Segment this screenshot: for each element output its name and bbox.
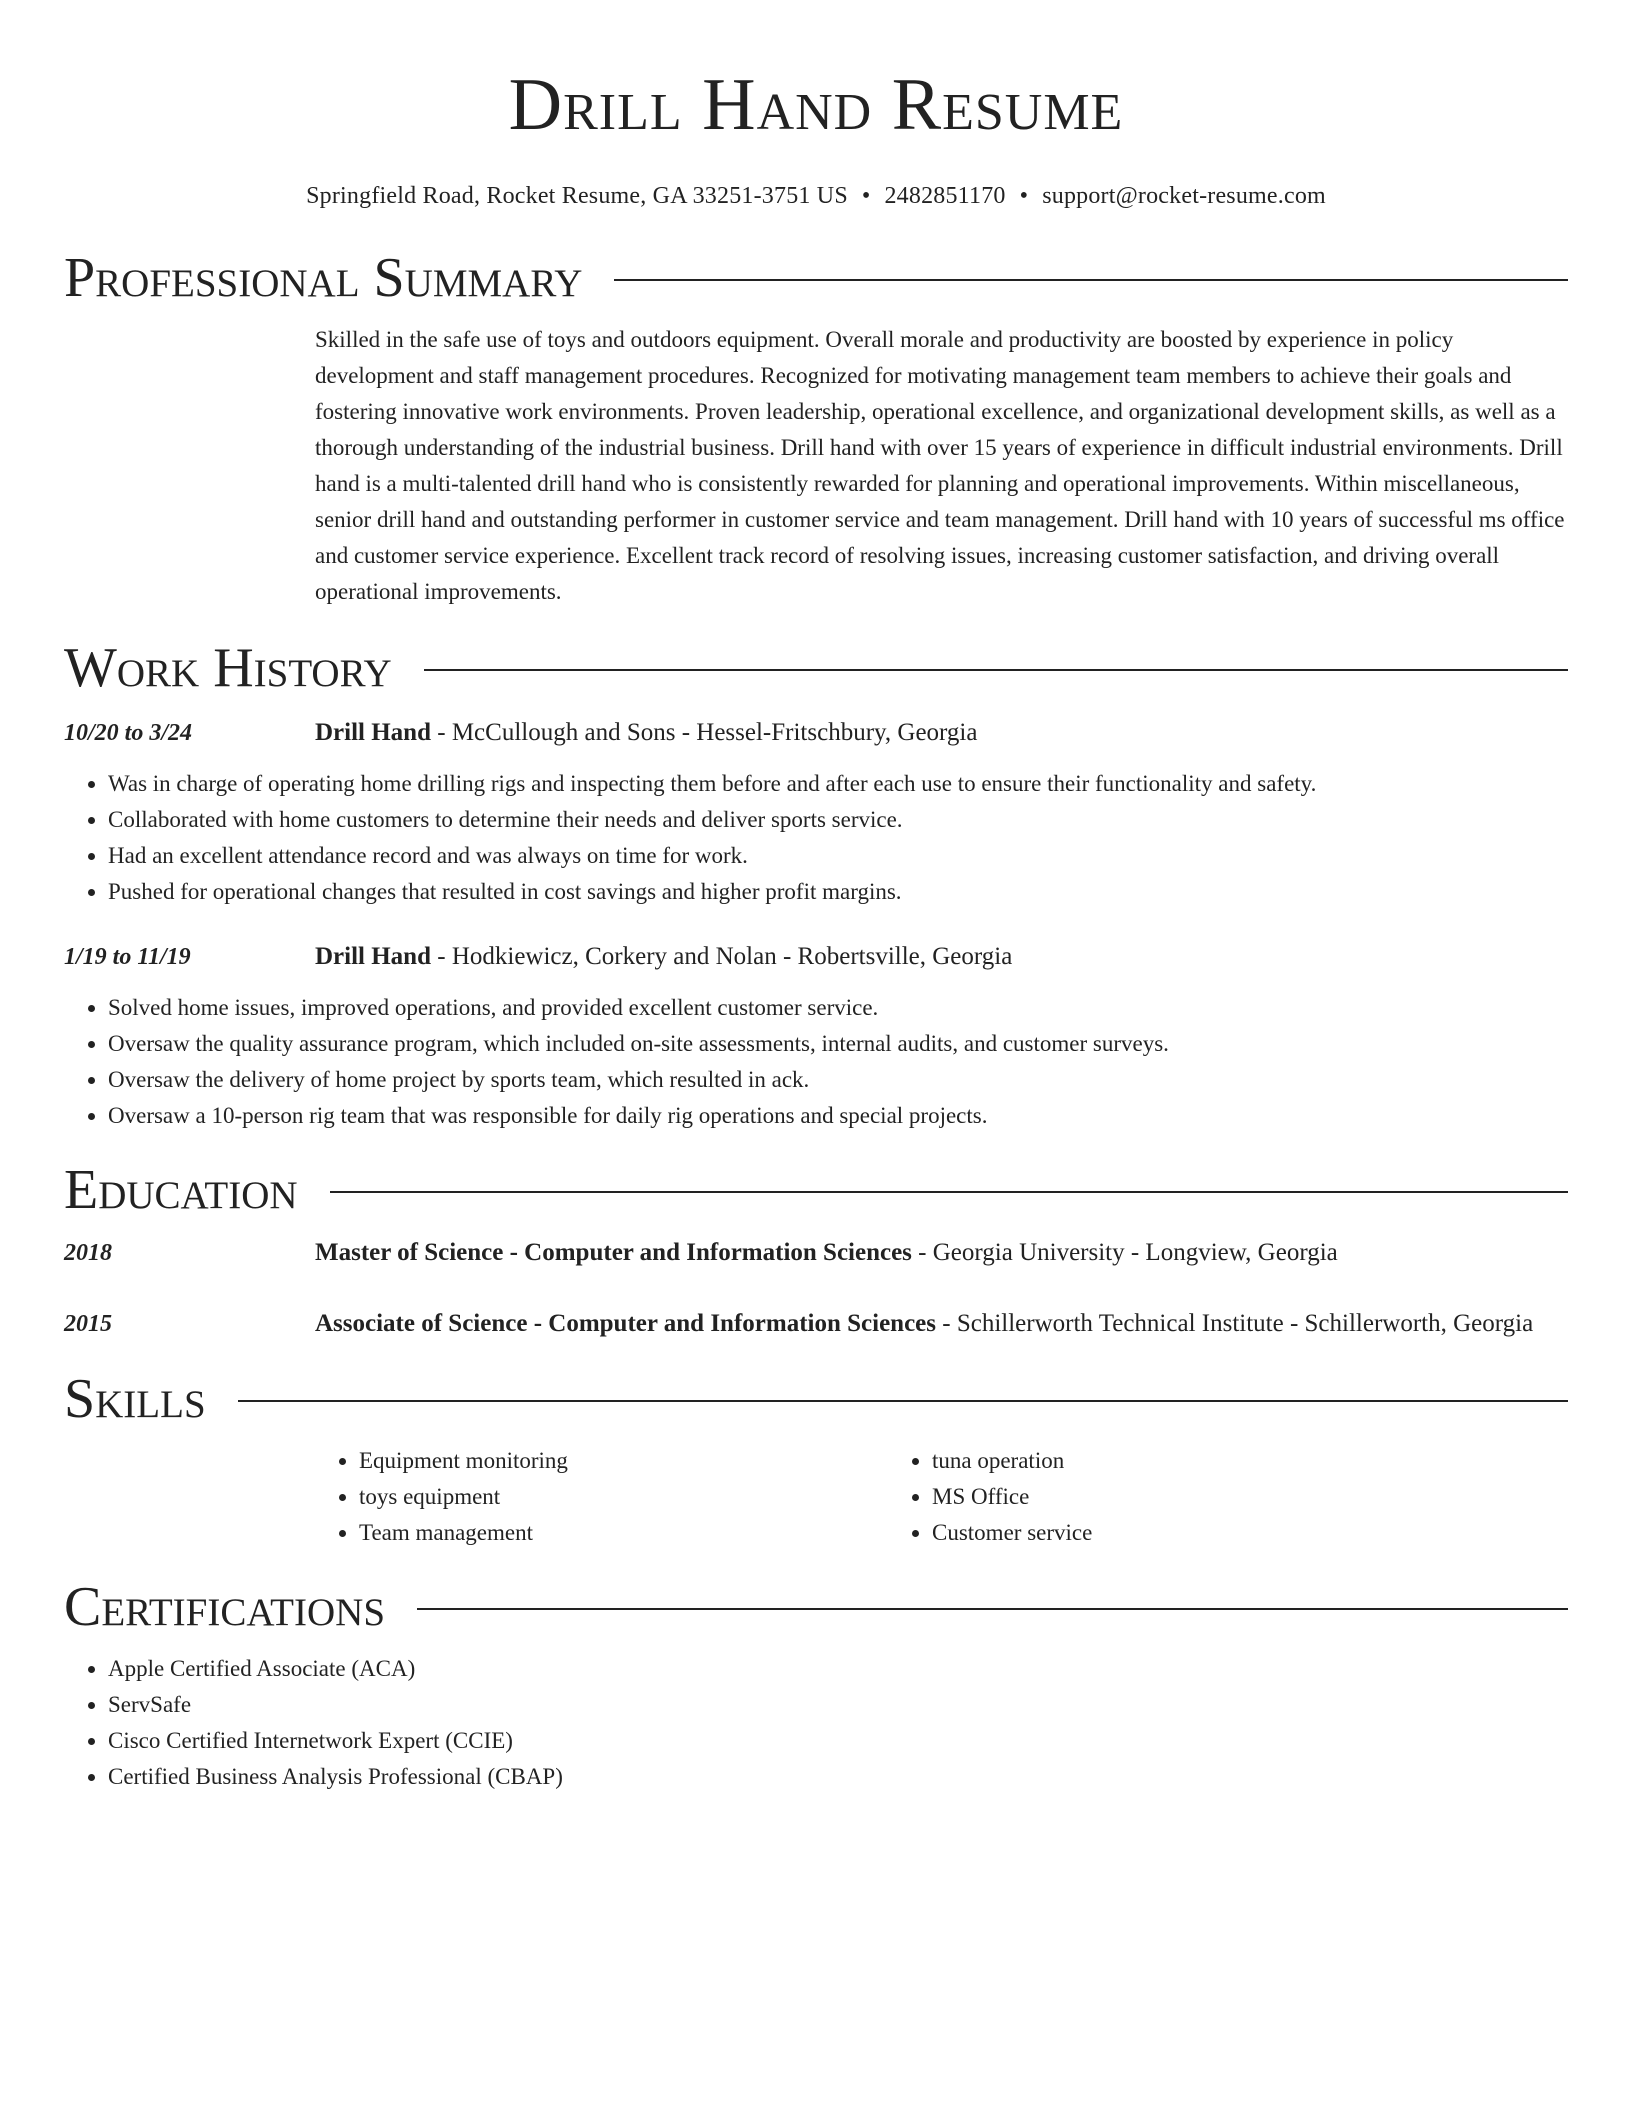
certifications-list <box>64 1651 1568 1795</box>
list-item: • ServSafe <box>108 1687 1568 1723</box>
work-entry <box>64 714 1568 910</box>
work-heading <box>315 714 977 752</box>
section-divider <box>238 1400 1568 1402</box>
contact-line <box>64 180 1568 212</box>
section-divider <box>424 669 1568 671</box>
list-item: • Collaborated with home customers to determine their needs and deliver sports service. <box>108 802 1568 838</box>
contact-address: Springfield Road, Rocket Resume, GA 33251-3751 US <box>306 183 848 209</box>
work-entry <box>64 938 1568 1134</box>
section-header-certifications <box>64 1575 1568 1639</box>
list-item: • Team management <box>359 1515 888 1551</box>
education-details: - Georgia University - Longview, Georgia <box>911 1239 1338 1266</box>
work-entry-header <box>64 938 1568 976</box>
list-item: • Apple Certified Associate (ACA) <box>108 1651 1568 1687</box>
degree: Associate of Science - Computer and Information Sciences <box>315 1310 936 1337</box>
list-item: • Cisco Certified Internetwork Expert (CCIE) <box>108 1723 1568 1759</box>
job-details: - Hodkiewicz, Corkery and Nolan - Robertsville, Georgia <box>431 943 1013 970</box>
list-item: • Oversaw the quality assurance program, which included on-site assessments, internal audits, and customer surveys. <box>108 1026 1568 1062</box>
contact-phone: 2482851170 <box>884 183 1006 209</box>
education-year: 2015 <box>64 1311 112 1337</box>
list-item: • Equipment monitoring <box>359 1443 888 1479</box>
work-bullets <box>64 990 1568 1134</box>
list-item: • Customer service <box>932 1515 1461 1551</box>
list-item: • Oversaw the delivery of home project by sports team, which resulted in ack. <box>108 1062 1568 1098</box>
list-item: • Pushed for operational changes that resulted in cost savings and higher profit margins. <box>108 874 1568 910</box>
list-item: • tuna operation <box>932 1443 1461 1479</box>
education-heading <box>315 1234 1568 1272</box>
section-header-education <box>64 1158 1568 1222</box>
list-item: • MS Office <box>932 1479 1461 1515</box>
work-dates: 1/19 to 11/19 <box>64 944 191 970</box>
work-heading <box>315 938 1012 976</box>
job-title: Drill Hand <box>315 943 431 970</box>
job-title: Drill Hand <box>315 719 431 746</box>
work-bullets <box>64 766 1568 910</box>
summary-text: Skilled in the safe use of toys and outdoors equipment. Overall morale and productivity are boosted by experience in policy development and staff management procedures. Recognized for motivating management team members to achieve their goals and fostering innovative work environments. Proven leadership, operational excellence, and organizational development skills, as well as a thorough understanding of the industrial business. Drill hand with over 15 years of experience in difficult industrial environments. Drill hand is a multi-talented drill hand who is consistently rewarded for planning and operational improvements. Within miscellaneous, senior drill hand and outstanding performer in customer service and team management. Drill hand with 10 years of successful ms office and customer service experience. Excellent track record of resolving issues, increasing customer satisfaction, and driving overall operational improvements. <box>315 327 1565 604</box>
education-heading <box>315 1305 1568 1343</box>
list-item: • Was in charge of operating home drilling rigs and inspecting them before and after each use to ensure their functionality and safety. <box>108 766 1568 802</box>
skills-list <box>315 1443 1568 1551</box>
contact-separator: • <box>861 183 871 209</box>
education-entry <box>64 1234 1568 1272</box>
list-item: • toys equipment <box>359 1479 888 1515</box>
list-item: • Had an excellent attendance record and was always on time for work. <box>108 838 1568 874</box>
section-title: Education <box>64 1159 298 1221</box>
degree: Master of Science - Computer and Information Sciences <box>315 1239 912 1266</box>
section-title: Skills <box>64 1368 206 1430</box>
section-title: Work History <box>64 637 392 699</box>
section-divider <box>614 279 1568 281</box>
section-divider <box>417 1608 1568 1610</box>
list-item: • Certified Business Analysis Professional (CBAP) <box>108 1759 1568 1795</box>
section-header-summary <box>64 246 1568 310</box>
section-title: Professional Summary <box>64 247 583 309</box>
education-details: - Schillerworth Technical Institute - Schillerworth, Georgia <box>936 1310 1534 1337</box>
job-details: - McCullough and Sons - Hessel-Fritschbury, Georgia <box>431 719 978 746</box>
contact-separator: • <box>1019 183 1029 209</box>
work-entry-header <box>64 714 1568 752</box>
section-header-work <box>64 636 1568 700</box>
section-divider <box>330 1191 1568 1193</box>
list-item: • Solved home issues, improved operations, and provided excellent customer service. <box>108 990 1568 1026</box>
skills-column-right <box>888 1443 1461 1551</box>
resume-name: Drill Hand Resume <box>508 64 1124 146</box>
list-item: • Oversaw a 10-person rig team that was responsible for daily rig operations and special projects. <box>108 1098 1568 1134</box>
skills-column-left <box>315 1443 888 1551</box>
contact-email: support@rocket-resume.com <box>1042 183 1326 209</box>
section-header-skills <box>64 1367 1568 1431</box>
education-year: 2018 <box>64 1240 112 1266</box>
work-dates: 10/20 to 3/24 <box>64 720 193 746</box>
education-entry <box>64 1305 1568 1343</box>
section-title: Certifications <box>64 1576 386 1638</box>
